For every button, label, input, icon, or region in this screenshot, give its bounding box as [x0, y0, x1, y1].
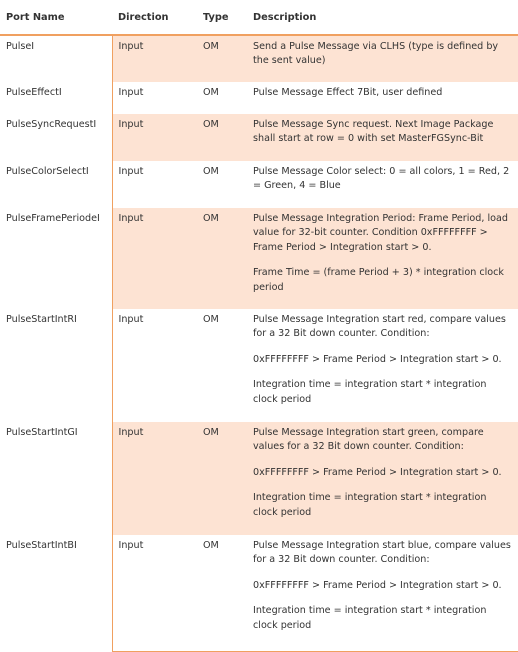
- port-name-cell: PulseEffectI: [6, 87, 62, 98]
- direction-cell: Input: [112, 161, 197, 208]
- description-paragraph: Pulse Message Integration start green, compare values for a 32 Bit down counter. Condition:: [253, 427, 484, 453]
- description-paragraph: Integration time = integration start * integration clock period: [253, 379, 487, 405]
- type-cell: OM: [203, 314, 219, 325]
- description-cell: [247, 309, 518, 422]
- description-cell: [247, 114, 518, 161]
- description-paragraph: 0xFFFFFFFF > Frame Period > Integration start > 0.: [253, 579, 502, 591]
- description-paragraph: Pulse Message Sync request. Next Image Package shall start at row = 0 with set MasterFGSync-Bit: [253, 119, 494, 145]
- port-name-cell: PulseStartIntRI: [6, 314, 77, 325]
- description-paragraph: Pulse Message Integration start blue, compare values for a 32 Bit down counter. Condition:: [253, 540, 511, 566]
- table-row: [0, 422, 518, 535]
- direction-cell: Input: [112, 208, 197, 309]
- type-cell: OM: [197, 35, 247, 82]
- direction-cell: Input: [112, 82, 197, 114]
- table-row: [0, 82, 518, 114]
- header-description: Description: [247, 0, 518, 35]
- direction-cell: Input: [112, 535, 197, 651]
- header-port-name: Port Name: [0, 0, 112, 35]
- type-cell: OM: [197, 208, 247, 309]
- description-paragraph: Integration time = integration start * integration clock period: [253, 605, 487, 631]
- description-cell: [247, 208, 518, 309]
- port-name-cell: PulseStartIntBI: [6, 540, 77, 551]
- description-cell: [247, 422, 518, 535]
- direction-cell: Input: [112, 422, 197, 535]
- type-cell: OM: [197, 422, 247, 535]
- direction-cell: Input: [112, 114, 197, 161]
- port-name-cell: PulseSyncRequestI: [6, 119, 97, 130]
- description-paragraph: Pulse Message Integration start red, compare values for a 32 Bit down counter. Condition:: [253, 314, 506, 340]
- description-paragraph: Frame Time = (frame Period + 3) * integration clock period: [253, 267, 504, 293]
- description-cell: [247, 535, 518, 651]
- type-cell: OM: [203, 87, 219, 98]
- table-row: [0, 208, 518, 309]
- description-paragraph: Pulse Message Integration Period: Frame Period, load value for 32-bit counter. Condition 0xFFFFFFFF > Frame Period > Integration start > 0.: [253, 213, 508, 253]
- table-row: [0, 535, 518, 651]
- description-paragraph: 0xFFFFFFFF > Frame Period > Integration start > 0.: [253, 353, 502, 365]
- description-paragraph: 0xFFFFFFFF > Frame Period > Integration start > 0.: [253, 466, 502, 478]
- table-row: [0, 35, 518, 82]
- description-cell: [247, 161, 518, 208]
- description-cell: [247, 82, 518, 114]
- direction-cell: Input: [112, 35, 197, 82]
- port-name-cell: PulseStartIntGI: [6, 427, 78, 438]
- header-direction: Direction: [112, 0, 197, 35]
- table-row: [0, 161, 518, 208]
- direction-cell: Input: [112, 309, 197, 422]
- port-name-cell: PulseFramePeriodeI: [6, 213, 100, 224]
- type-cell: OM: [197, 114, 247, 161]
- table-row: [0, 114, 518, 161]
- description-paragraph: Pulse Message Color select: 0 = all colors, 1 = Red, 2 = Green, 4 = Blue: [253, 166, 510, 192]
- description-paragraph: Pulse Message Effect 7Bit, user defined: [253, 87, 443, 98]
- table-row: [0, 309, 518, 422]
- type-cell: OM: [203, 166, 219, 177]
- port-name-cell: PulseI: [6, 41, 35, 52]
- header-type: Type: [197, 0, 247, 35]
- description-paragraph: Integration time = integration start * integration clock period: [253, 492, 487, 518]
- table-header-row: [0, 0, 518, 35]
- description-paragraph: Send a Pulse Message via CLHS (type is defined by the sent value): [253, 41, 499, 67]
- type-cell: OM: [197, 535, 247, 651]
- port-name-cell: PulseColorSelectI: [6, 166, 89, 177]
- description-cell: [247, 35, 518, 82]
